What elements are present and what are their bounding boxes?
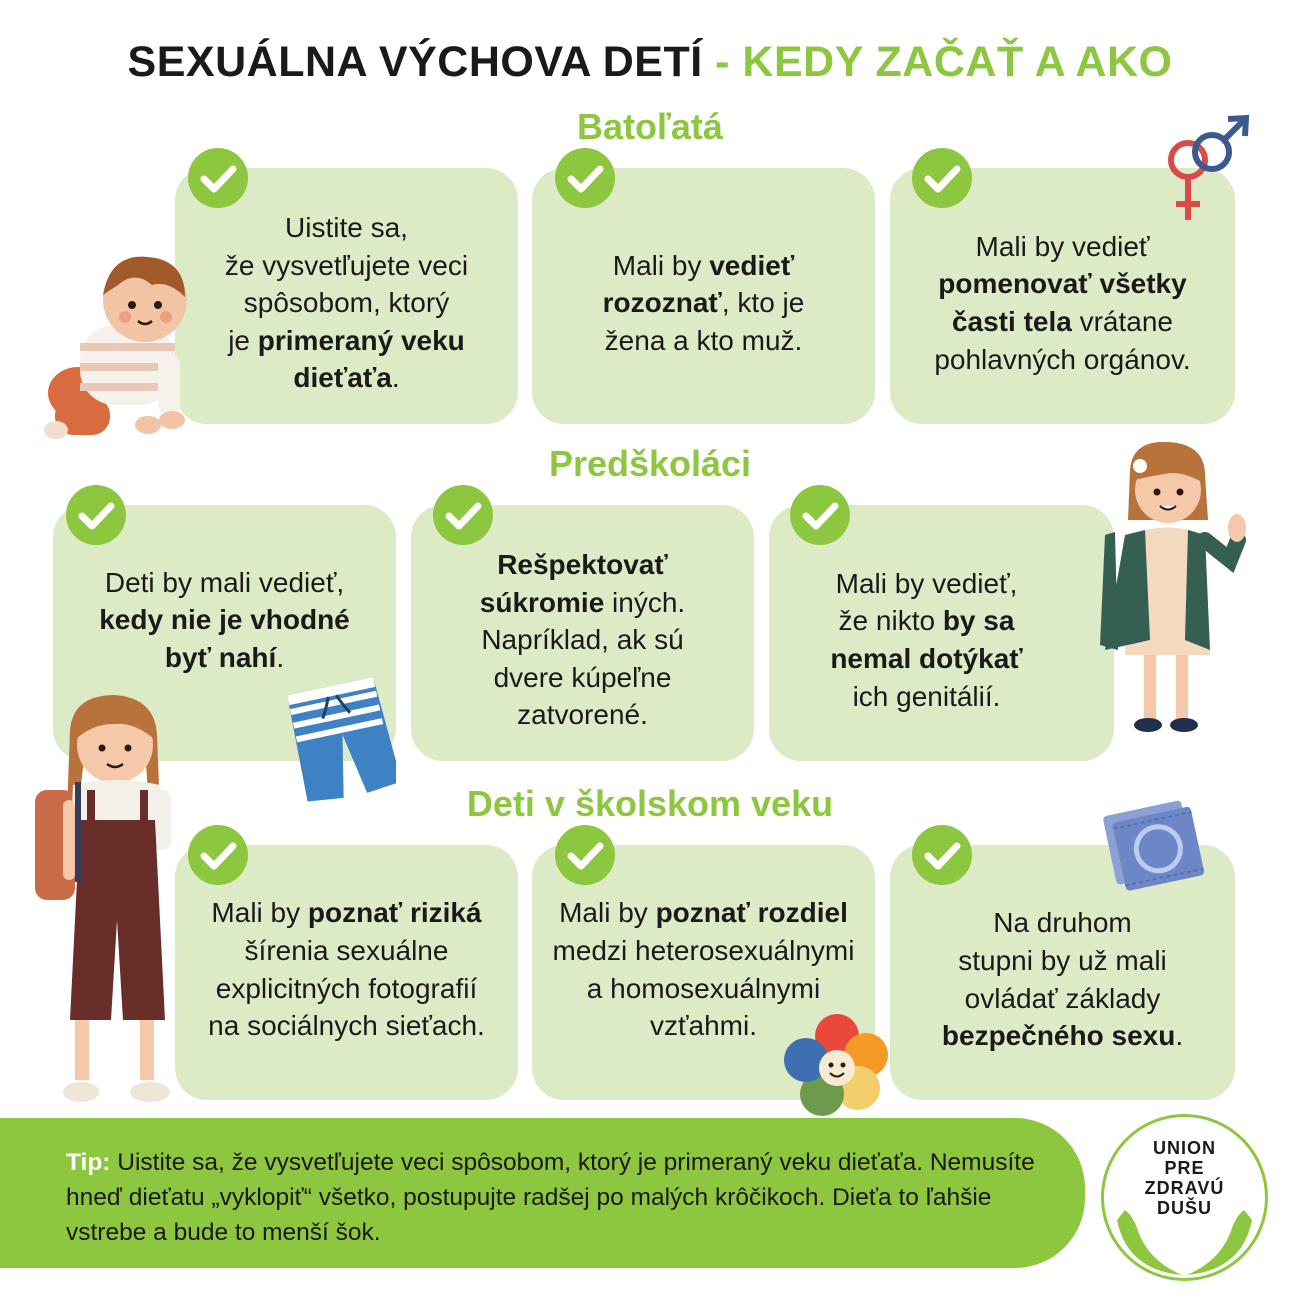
card-text: Na druhom stupni by už mali ovládať základy bezpečného sexu.	[941, 907, 1184, 1052]
union-logo-text: UNION PRE ZDRAVÚ DUŠU	[1144, 1138, 1225, 1219]
card-text: Mali by vedieť, že nikto by sa nemal dotýkať ich genitálií.	[830, 567, 1023, 712]
section-title-school-age: Deti v školskom veku	[466, 783, 834, 824]
check-icon	[912, 148, 972, 208]
check-icon	[433, 485, 493, 545]
section-title-toddlers: Batoľatá	[577, 106, 723, 147]
preschool-girl-illustration	[1080, 440, 1255, 740]
check-icon	[188, 148, 248, 208]
smiley-flower-icon	[782, 1010, 892, 1120]
check-icon	[912, 825, 972, 885]
card-text: Uistite sa, že vysvetľujete veci spôsobom, ktorý je primeraný veku dieťaťa.	[224, 212, 469, 394]
swim-shorts-icon	[288, 675, 396, 810]
condom-icon	[1100, 800, 1215, 895]
check-icon	[66, 485, 126, 545]
tip-label: Tip:	[66, 1149, 111, 1176]
card-text: Mali by vedieť pomenovať všetky časti tela vrátane pohlavných orgánov.	[934, 230, 1191, 375]
page-title	[0, 38, 1300, 87]
card-text: Rešpektovať súkromie iných. Napríklad, ak sú dvere kúpeľne zatvorené.	[479, 549, 686, 731]
title-main: SEXUÁLNA VÝCHOVA DETÍ	[127, 38, 703, 86]
schoolgirl-illustration	[15, 690, 205, 1115]
card-text: Deti by mali vedieť, kedy nie je vhodné byť nahí.	[99, 566, 350, 673]
check-icon	[555, 148, 615, 208]
tip-text	[66, 1146, 1076, 1250]
gender-symbols-icon	[1160, 112, 1255, 227]
crawling-baby-illustration	[40, 245, 200, 450]
title-accent: - KEDY ZAČAŤ A AKO	[702, 38, 1173, 86]
section-title-preschoolers: Predškoláci	[548, 443, 752, 484]
card-text: Mali by vedieť rozoznať, kto je žena a kto muž.	[602, 249, 805, 356]
check-icon	[555, 825, 615, 885]
card-text: Mali by poznať riziká šírenia sexuálne explicitných fotografií na sociálnych sieťach.	[208, 897, 485, 1042]
check-icon	[790, 485, 850, 545]
card-text: Mali by poznať rozdiel medzi heterosexuálnymi a homosexuálnymi vzťahmi.	[552, 897, 855, 1042]
tip-body: Uistite sa, že vysvetľujete veci spôsobom, ktorý je primeraný veku dieťaťa. Nemusíte hneď dieťatu „vyklopiť“ všetko, postupujte radšej po malých krôčikoch. Dieťa to ľahšie vstrebe a bude to menší šok.	[66, 1149, 1035, 1246]
